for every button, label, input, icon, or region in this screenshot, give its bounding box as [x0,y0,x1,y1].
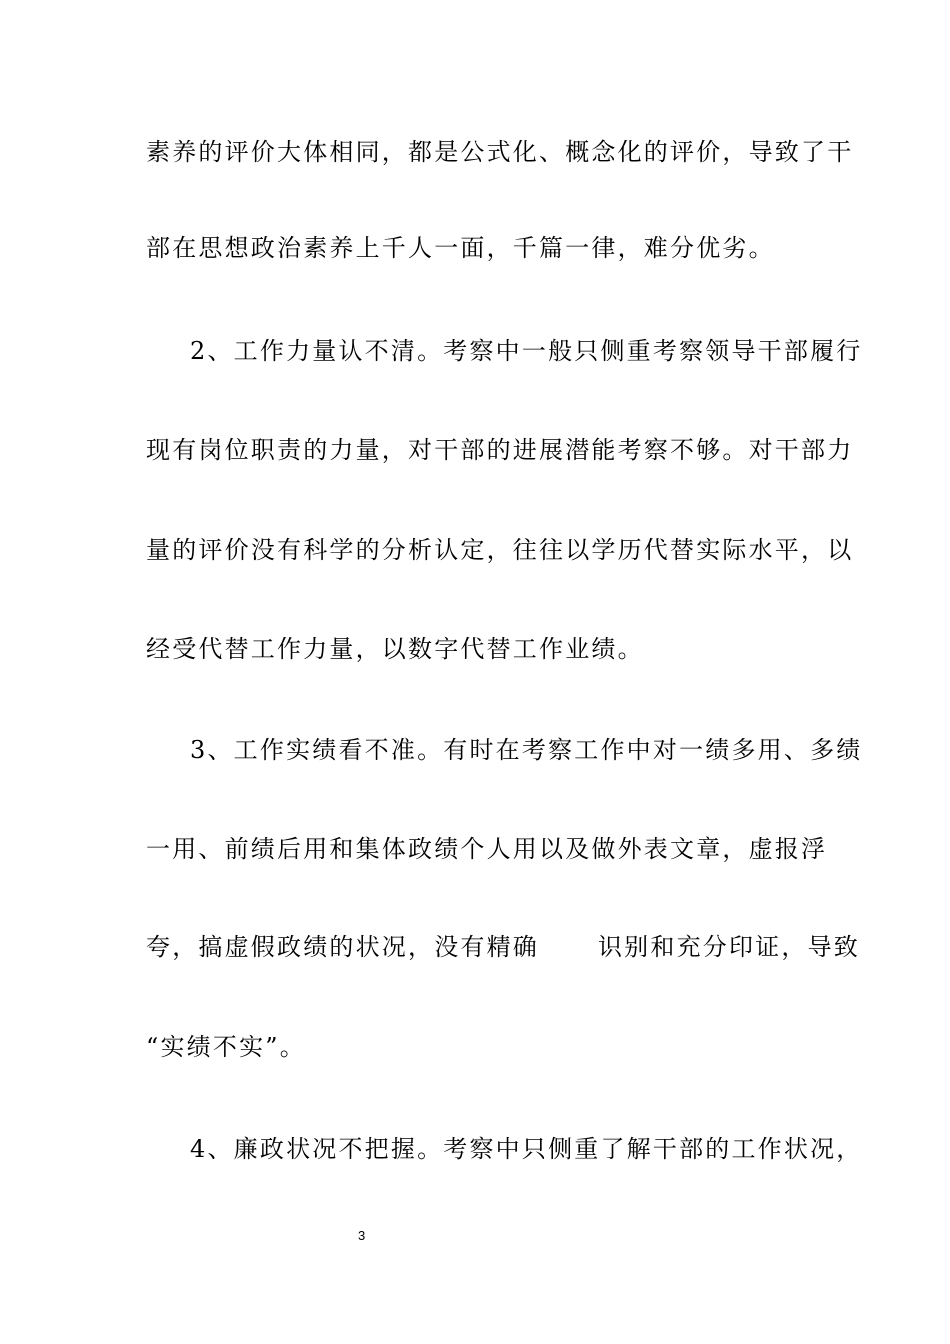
text-line: 一用、前绩后用和集体政绩个人用以及做外表文章，虚报浮 [146,835,828,863]
text-line: 部在思想政治素养上千人一面，千篇一律，难分优劣。 [146,234,775,262]
paragraph-heading-3: 3、工作实绩看不准。有时在考察工作中对一绩多用、多绩 [190,736,863,764]
text-line: 经受代替工作力量，以数字代替工作业绩。 [146,635,644,663]
text-line: 夸，搞虚假政绩的状况，没有精确 识别和充分印证，导致 [146,933,860,961]
paragraph-heading-4: 4、廉政状况不把握。考察中只侧重了解干部的工作状况， [190,1135,863,1163]
page-number: 3 [358,1228,366,1243]
paragraph-heading-2: 2、工作力量认不清。考察中一般只侧重考察领导干部履行 [190,337,863,365]
text-line: “实绩不实”。 [146,1033,306,1061]
text-line: 现有岗位职责的力量，对干部的进展潜能考察不够。对干部力 [146,436,854,464]
text-line: 素养的评价大体相同，都是公式化、概念化的评价，导致了干 [146,138,854,166]
text-line: 量的评价没有科学的分析认定，往往以学历代替实际水平，以 [146,536,854,564]
